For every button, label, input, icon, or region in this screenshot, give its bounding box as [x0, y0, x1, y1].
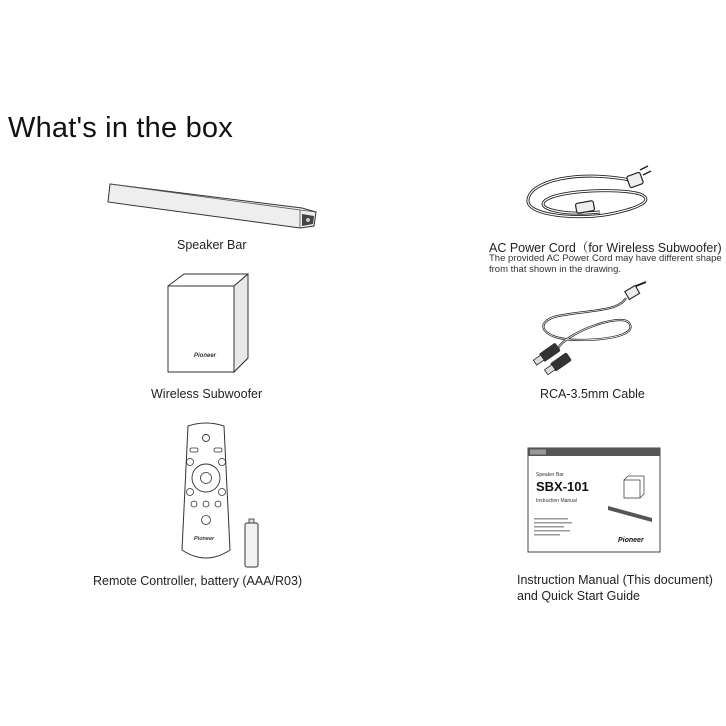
- remote-brand: Pioneer: [194, 536, 215, 542]
- manual-cover-brand: Pioneer: [618, 537, 644, 544]
- manual-cover-label: Instruction Manual: [536, 498, 577, 504]
- speaker-bar-caption: Speaker Bar: [177, 238, 247, 252]
- power-cord-note-1: The provided AC Power Cord may have different shape: [489, 253, 722, 264]
- remote-caption: Remote Controller, battery (AAA/R03): [93, 574, 303, 588]
- subwoofer-brand: Pioneer: [194, 353, 217, 359]
- page-title: What's in the box: [8, 112, 233, 144]
- manual-caption-line-1: Instruction Manual (This document): [517, 573, 713, 587]
- speaker-bar-illustration: [104, 176, 324, 236]
- rca-cable-illustration: [528, 282, 653, 377]
- manual-cover-subtitle: Speaker Bar: [536, 472, 564, 478]
- power-cord-note-2: from that shown in the drawing.: [489, 264, 622, 275]
- power-cord-illustration: [520, 160, 670, 230]
- manual-illustration: [526, 446, 662, 554]
- manual-caption-line-2: and Quick Start Guide: [517, 589, 640, 603]
- battery-illustration: [242, 517, 262, 569]
- manual-cover-model: SBX-101: [536, 479, 589, 494]
- power-cord-caption: AC Power Cord（for Wireless Subwoofer): [489, 241, 722, 255]
- rca-cable-caption: RCA-3.5mm Cable: [540, 387, 645, 401]
- subwoofer-caption: Wireless Subwoofer: [151, 387, 263, 401]
- remote-illustration: [176, 420, 236, 568]
- subwoofer-illustration: [166, 270, 256, 378]
